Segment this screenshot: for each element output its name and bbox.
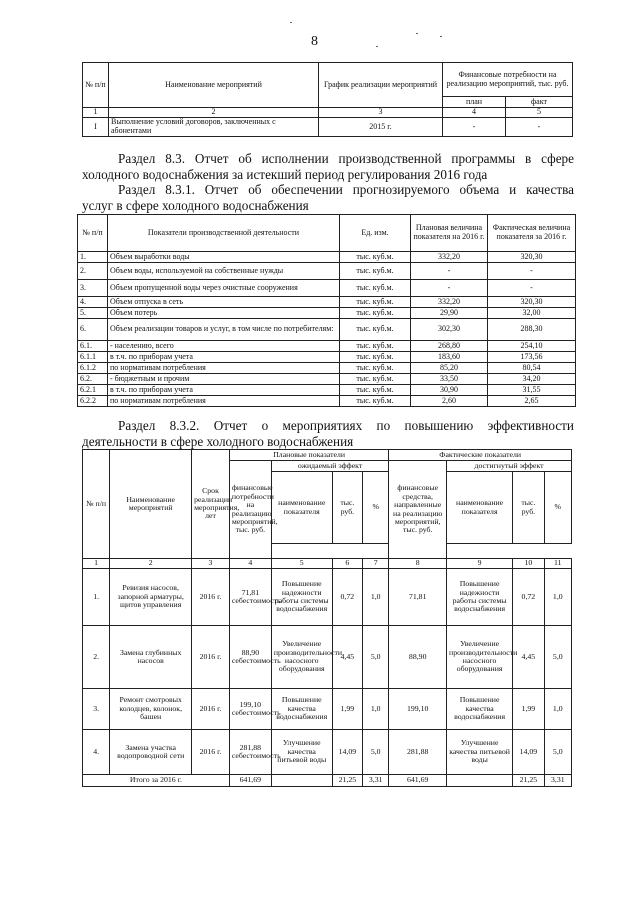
table-row: [83, 730, 572, 775]
total-fact-pct: 3,31: [544, 775, 571, 787]
row-fact-indicator: Повышение надежности работы системы водоснабжения: [447, 569, 513, 626]
scan-speck: [440, 36, 442, 37]
total-plan-financing: 641,69: [229, 775, 271, 787]
row-indicator: Объем выработки воды: [108, 252, 340, 263]
row-num: 5.: [78, 308, 108, 319]
row-indicator: Объем пропущенной воды через очистные сооружения: [108, 280, 340, 297]
row-num: 6.2.1: [78, 385, 108, 396]
table-row: [78, 297, 576, 308]
row-plan-financing: 71,81 себестоимость: [229, 569, 271, 626]
row-plan: 30,90: [411, 385, 488, 396]
header-planned: Плановые показатели: [229, 450, 388, 461]
scan-speck: [376, 46, 378, 47]
row-num: 2.: [83, 626, 110, 689]
row-term: 2016 г.: [192, 689, 230, 730]
row-indicator: Объем реализации товаров и услуг, в том числе по потребителям:: [108, 319, 340, 341]
header-indicator: Показатели производственной деятельности: [108, 215, 340, 252]
row-num: 6.1.: [78, 341, 108, 352]
table-row: [78, 385, 576, 396]
row-indicator: - бюджетным и прочим: [108, 374, 340, 385]
efficiency-measures-table: [82, 449, 572, 787]
row-plan-pct: 5,0: [363, 730, 389, 775]
row-term: 2016 г.: [192, 626, 230, 689]
header-actual-value: Фактическая величина показателя за 2016 г.: [488, 215, 576, 252]
row-plan: 85,20: [411, 363, 488, 374]
table-row: [78, 352, 576, 363]
col-number: 4: [443, 108, 506, 118]
row-fact-financing: 71,81: [389, 569, 447, 626]
header-achieved-effect: достигнутый эффект: [447, 461, 572, 472]
row-fact-rub: 4,45: [513, 626, 544, 689]
col-number: 5: [271, 559, 332, 569]
col-number: 4: [229, 559, 271, 569]
row-unit: тыс. куб.м.: [340, 385, 411, 396]
row-fact: -: [488, 263, 576, 280]
row-fact-rub: 1,99: [513, 689, 544, 730]
row-plan: 29,90: [411, 308, 488, 319]
row-indicator: Объем потерь: [108, 308, 340, 319]
row-term: 2016 г.: [192, 569, 230, 626]
table-row: [78, 341, 576, 352]
row-fact: 34,20: [488, 374, 576, 385]
col-number: 7: [363, 559, 389, 569]
row-plan-financing: 281,88 себестоимость: [229, 730, 271, 775]
header-financial-needs: Финансовые потребности на реализацию мероприятий, тыс. руб.: [443, 63, 573, 97]
row-plan-indicator: Увеличение производительности насосного оборудования: [271, 626, 332, 689]
header-rub: тыс. руб.: [332, 472, 362, 544]
row-plan-indicator: Улучшение качества питьевой воды: [271, 730, 332, 775]
total-empty: [271, 775, 332, 787]
table-row: [83, 569, 572, 626]
table-row: [83, 118, 573, 137]
scan-speck: [416, 33, 418, 34]
row-plan: 268,80: [411, 341, 488, 352]
row-fact: 173,56: [488, 352, 576, 363]
row-unit: тыс. куб.м.: [340, 252, 411, 263]
col-number: 9: [447, 559, 513, 569]
row-plan-rub: 0,72: [332, 569, 362, 626]
row-num: 3.: [83, 689, 110, 730]
row-plan-financing: 199,10 себестоимость: [229, 689, 271, 730]
total-label: Итого за 2016 г.: [83, 775, 230, 787]
col-number: 6: [332, 559, 362, 569]
row-plan: -: [443, 118, 506, 137]
row-num: I: [83, 118, 109, 137]
row-plan-rub: 1,99: [332, 689, 362, 730]
row-unit: тыс. куб.м.: [340, 280, 411, 297]
total-fact-rub: 21,25: [513, 775, 544, 787]
row-num: 4.: [83, 730, 110, 775]
row-plan-pct: 1,0: [363, 689, 389, 730]
row-indicator: в т.ч. по приборам учета: [108, 385, 340, 396]
row-fact: 320,30: [488, 297, 576, 308]
row-num: 1.: [78, 252, 108, 263]
row-num: 6.: [78, 319, 108, 341]
row-fact-financing: 88,90: [389, 626, 447, 689]
row-plan-financing: 88,90 себестоимость: [229, 626, 271, 689]
section-8-3-2-heading-line1: Раздел 8.3.2. Отчет о мероприятиях по повышению эффективности: [118, 418, 574, 433]
header-planned-value: Плановая величина показателя на 2016 г.: [411, 215, 488, 252]
table-row: [83, 689, 572, 730]
row-num: 6.1.2: [78, 363, 108, 374]
row-fact-financing: 199,10: [389, 689, 447, 730]
row-fact-indicator: Повышение качества водоснабжения: [447, 689, 513, 730]
row-plan: 33,50: [411, 374, 488, 385]
header-pct: %: [363, 472, 389, 544]
header-unit: Ед. изм.: [340, 215, 411, 252]
row-fact: 32,00: [488, 308, 576, 319]
row-plan-rub: 4,45: [332, 626, 362, 689]
row-unit: тыс. куб.м.: [340, 396, 411, 407]
table-row: [78, 263, 576, 280]
row-fact-financing: 281,88: [389, 730, 447, 775]
header-indicator-name: наименование показателя: [271, 472, 332, 544]
table-row: [78, 252, 576, 263]
row-fact: 288,30: [488, 319, 576, 341]
section-8-3-heading-line1: Раздел 8.3. Отчет об исполнении производственной программы в сфере: [118, 151, 574, 166]
col-number: 3: [192, 559, 230, 569]
section-8-3-2-heading-line2: деятельности в сфере холодного водоснабжения: [82, 434, 354, 449]
row-fact: -: [506, 118, 573, 137]
header-plan: план: [443, 97, 506, 108]
row-unit: тыс. куб.м.: [340, 363, 411, 374]
row-plan-rub: 14,09: [332, 730, 362, 775]
column-number-row: [83, 559, 572, 569]
row-unit: тыс. куб.м.: [340, 341, 411, 352]
header-pct: %: [544, 472, 571, 544]
row-plan: 332,20: [411, 252, 488, 263]
header-fact-financing: финансовые средства, направленные на реализацию мероприятий, тыс. руб.: [389, 461, 447, 559]
header-num: № п/п: [78, 215, 108, 252]
row-indicator: по нормативам потребления: [108, 363, 340, 374]
row-plan-indicator: Повышение качества водоснабжения: [271, 689, 332, 730]
section-8-3-heading-line2: холодного водоснабжения за истекший период регулирования 2016 года: [82, 167, 488, 182]
row-fact-rub: 14,09: [513, 730, 544, 775]
row-indicator: - населению, всего: [108, 341, 340, 352]
section-8-3-1-heading-line1: Раздел 8.3.1. Отчет об обеспечении прогнозируемого объема и качества: [118, 182, 574, 197]
table-row: [78, 396, 576, 407]
row-unit: тыс. куб.м.: [340, 308, 411, 319]
row-measure: Замена глубинных насосов: [110, 626, 192, 689]
header-measure-name: Наименование мероприятий: [110, 450, 192, 559]
row-unit: тыс. куб.м.: [340, 319, 411, 341]
table-row: [78, 319, 576, 341]
row-fact: -: [488, 280, 576, 297]
row-fact-pct: 5,0: [544, 730, 571, 775]
row-indicator: в т.ч. по приборам учета: [108, 352, 340, 363]
header-expected-effect: ожидаемый эффект: [271, 461, 389, 472]
col-number: 10: [513, 559, 544, 569]
row-num: 4.: [78, 297, 108, 308]
row-num: 1.: [83, 569, 110, 626]
row-num: 6.2.2: [78, 396, 108, 407]
row-schedule: 2015 г.: [319, 118, 443, 137]
header-indicator-name: наименование показателя: [447, 472, 513, 544]
col-number: 5: [506, 108, 573, 118]
row-unit: тыс. куб.м.: [340, 352, 411, 363]
row-unit: тыс. куб.м.: [340, 297, 411, 308]
production-indicators-table: [77, 214, 576, 407]
row-plan: 2,60: [411, 396, 488, 407]
row-plan: 183,60: [411, 352, 488, 363]
row-plan: 332,20: [411, 297, 488, 308]
row-fact: 31,55: [488, 385, 576, 396]
row-indicator: по нормативам потребления: [108, 396, 340, 407]
column-number-row: [83, 108, 573, 118]
total-plan-rub: 21,25: [332, 775, 362, 787]
row-indicator: Объем отпуска в сеть: [108, 297, 340, 308]
row-fact: 80,54: [488, 363, 576, 374]
header-plan-financing: финансовые потребности на реализацию мероприятий, тыс. руб.: [229, 461, 271, 559]
row-fact-pct: 1,0: [544, 569, 571, 626]
header-rub: тыс. руб.: [513, 472, 544, 544]
header-num: № п/п: [83, 450, 110, 559]
total-row: [83, 775, 572, 787]
row-fact-indicator: Увеличение производительности насосного оборудования: [447, 626, 513, 689]
total-fact-financing: 641,69: [389, 775, 447, 787]
row-plan-pct: 1,0: [363, 569, 389, 626]
row-fact-pct: 1,0: [544, 689, 571, 730]
row-plan: 302,30: [411, 319, 488, 341]
header-measure-name: Наименование мероприятий: [109, 63, 319, 108]
scan-speck: [290, 22, 292, 23]
row-measure: Ревизия насосов, запорной арматуры, щитов управления: [110, 569, 192, 626]
col-number: 11: [544, 559, 571, 569]
table-row: [78, 374, 576, 385]
table-row: [78, 280, 576, 297]
row-measure: Ремонт смотровых колодцев, колонок, башен: [110, 689, 192, 730]
row-fact: 254,10: [488, 341, 576, 352]
row-plan: -: [411, 280, 488, 297]
table-row: [78, 363, 576, 374]
row-unit: тыс. куб.м.: [340, 374, 411, 385]
row-num: 3.: [78, 280, 108, 297]
row-fact: 320,30: [488, 252, 576, 263]
row-fact-pct: 5,0: [544, 626, 571, 689]
row-measure: Выполнение условий договоров, заключенных с абонентами: [109, 118, 319, 137]
row-fact: 2,65: [488, 396, 576, 407]
row-plan-indicator: Повышение надежности работы системы водоснабжения: [271, 569, 332, 626]
header-fact: факт: [506, 97, 573, 108]
row-measure: Замена участка водопроводной сети: [110, 730, 192, 775]
row-plan-pct: 5,0: [363, 626, 389, 689]
header-num: № п/п: [83, 63, 109, 108]
page-number: 8: [311, 34, 318, 49]
row-term: 2016 г.: [192, 730, 230, 775]
row-num: 6.2.: [78, 374, 108, 385]
section-8-3-1-heading-line2: услуг в сфере холодного водоснабжения: [82, 198, 309, 213]
row-indicator: Объем воды, используемой на собственные нужды: [108, 263, 340, 280]
total-empty: [447, 775, 513, 787]
row-num: 6.1.1: [78, 352, 108, 363]
col-number: 2: [109, 108, 319, 118]
table-row: [78, 308, 576, 319]
measures-schedule-table: [82, 62, 573, 137]
row-plan: -: [411, 263, 488, 280]
row-fact-rub: 0,72: [513, 569, 544, 626]
header-actual: Фактические показатели: [389, 450, 572, 461]
col-number: 3: [319, 108, 443, 118]
row-unit: тыс. куб.м.: [340, 263, 411, 280]
col-number: 1: [83, 559, 110, 569]
total-plan-pct: 3,31: [363, 775, 389, 787]
col-number: 2: [110, 559, 192, 569]
row-fact-indicator: Улучшение качества питьевой воды: [447, 730, 513, 775]
col-number: 8: [389, 559, 447, 569]
header-schedule: График реализации мероприятий: [319, 63, 443, 108]
col-number: 1: [83, 108, 109, 118]
header-term: Срок реализации мероприятия, лет: [192, 450, 230, 559]
row-num: 2.: [78, 263, 108, 280]
table-row: [83, 626, 572, 689]
